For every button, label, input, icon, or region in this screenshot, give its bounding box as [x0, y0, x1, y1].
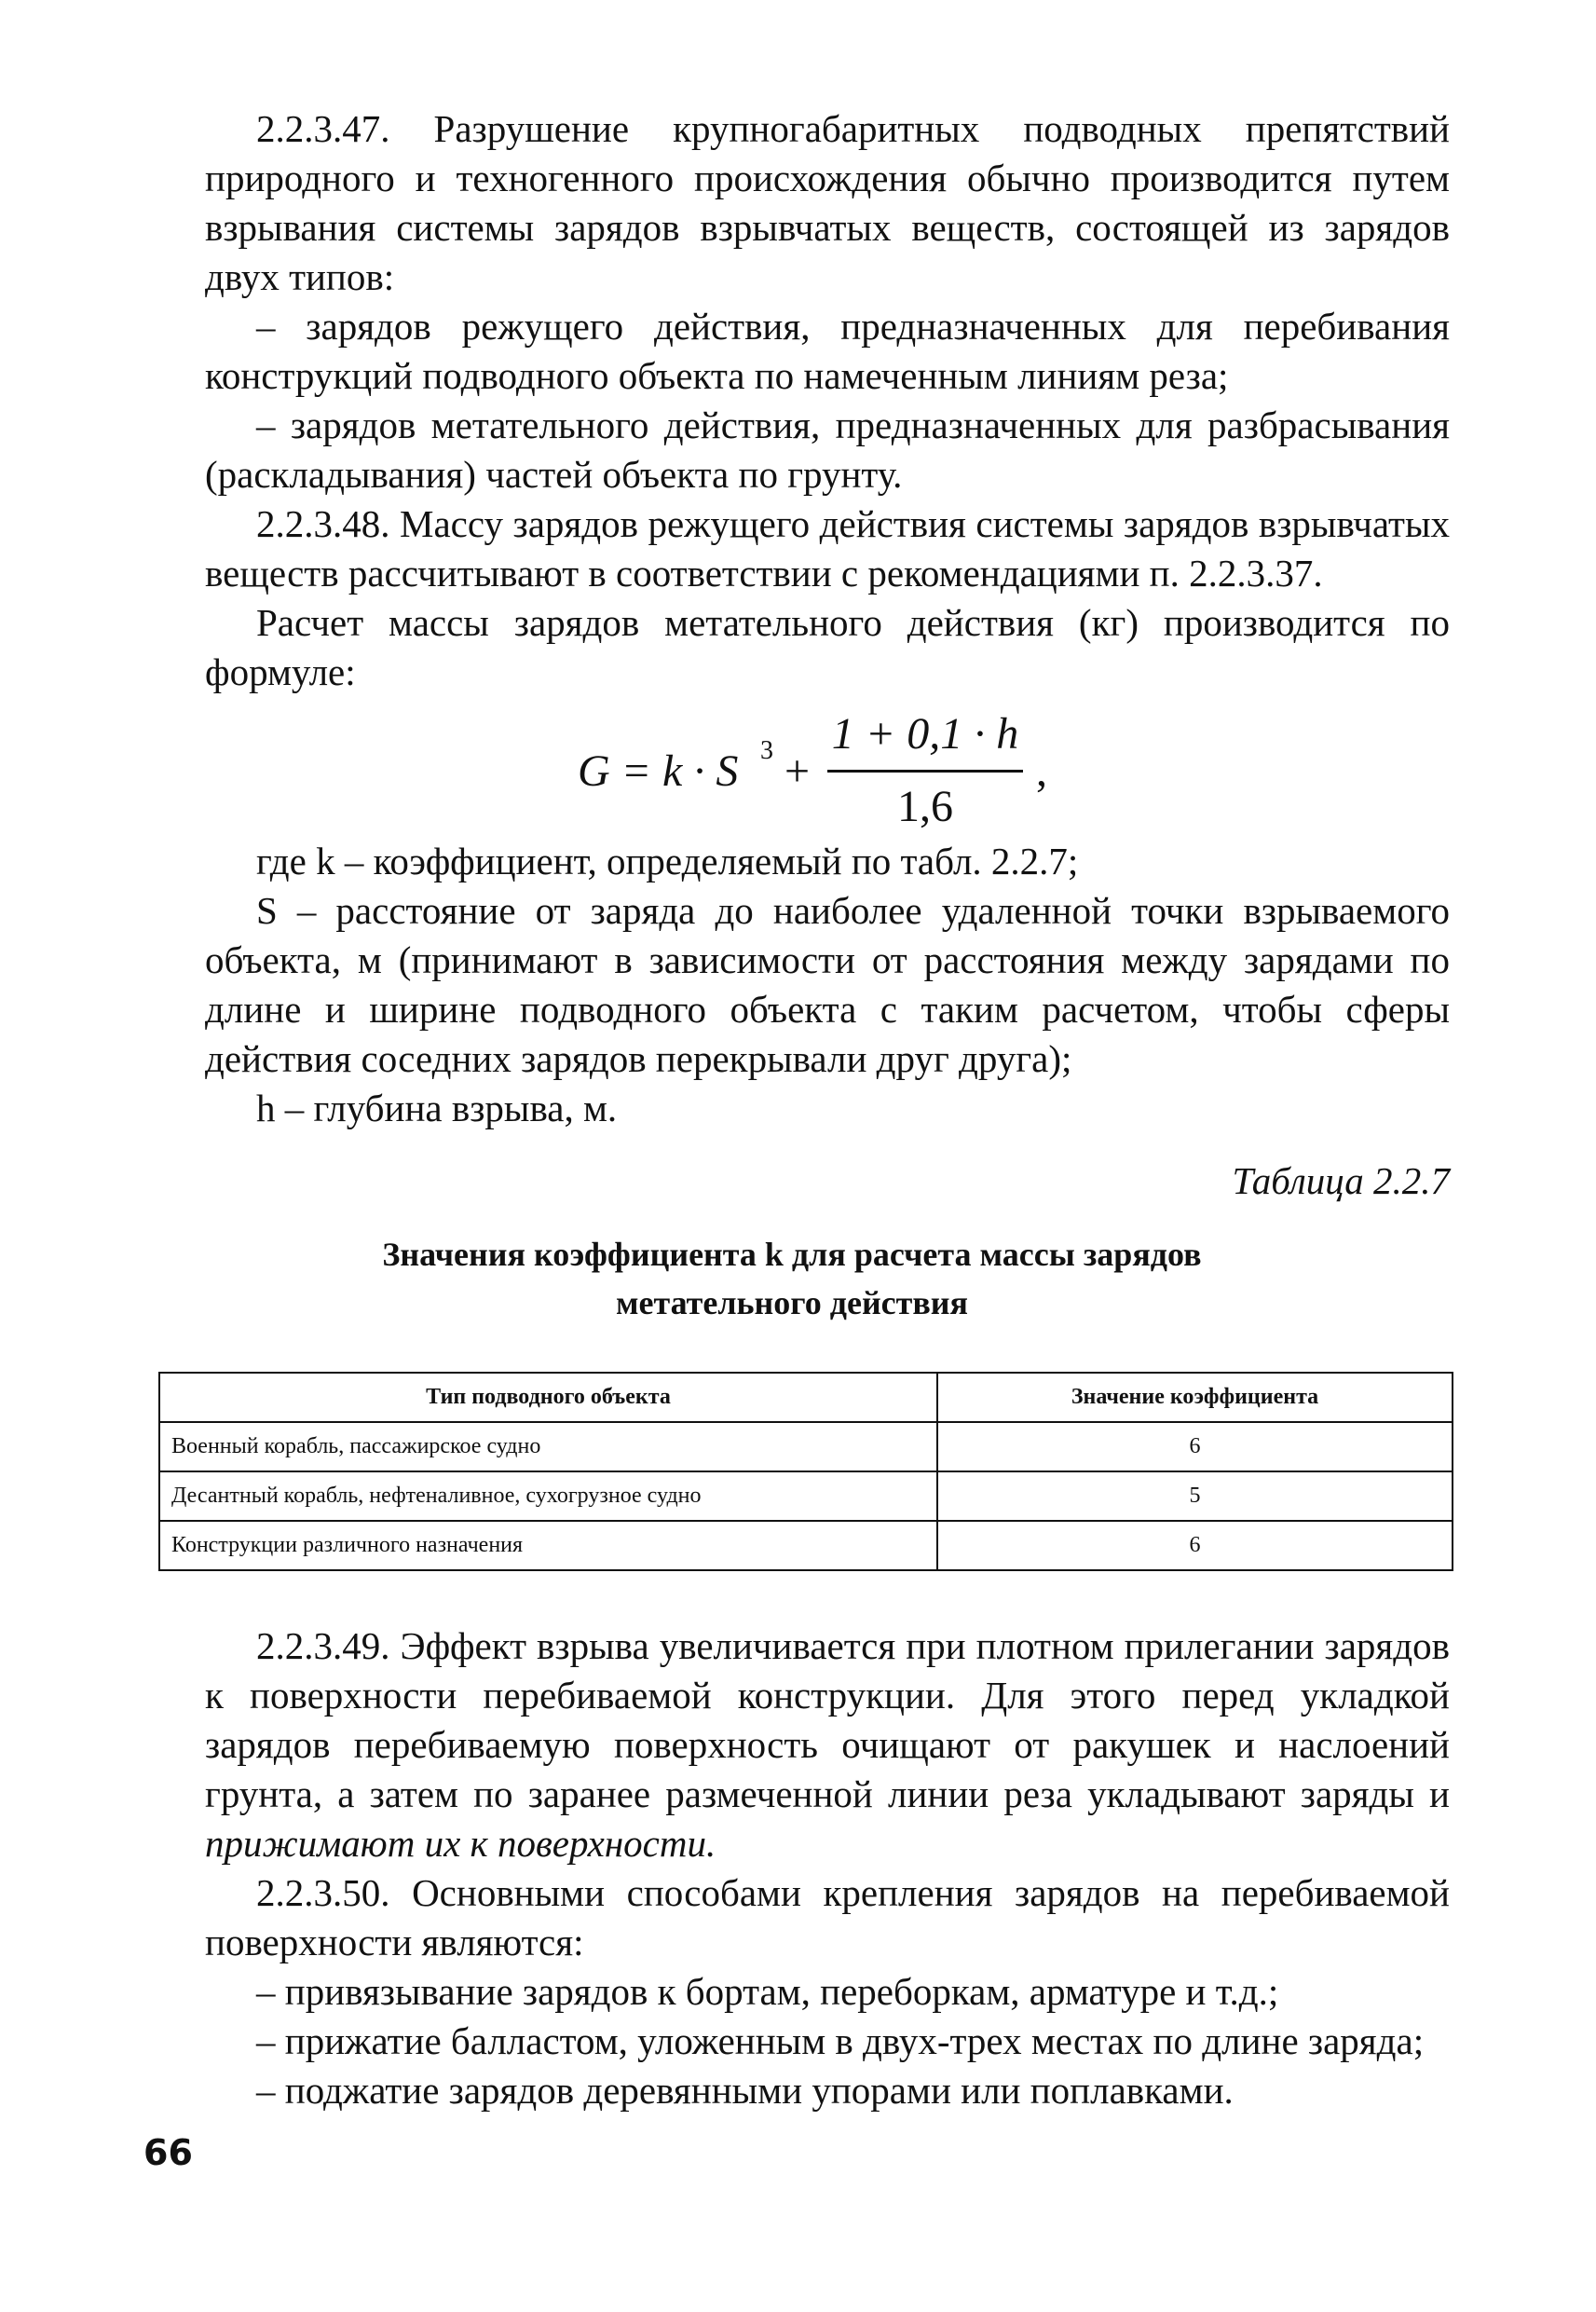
paragraph-2-2-3-47: 2.2.3.47. Разрушение крупногабаритных подводных препятствий природного и техногенного происхождения обычно производится путем взрывания системы зарядов взрывчатых веществ, состоящей из зарядов двух типов:: [205, 107, 1450, 298]
paragraph-2-2-3-49-italic: прижимают их к поверхности.: [205, 1822, 716, 1865]
where-h: h – глубина взрыва, м.: [256, 1087, 618, 1129]
where-s: S – расстояние от заряда до наиболее удаленной точки взрываемого объекта, м (принимают в зависимости от расстояния между зарядами по длине и ширине подводного объекта с таким расчетом, чтобы сферы действия соседних зарядов перекрывали друг друга);: [205, 889, 1450, 1080]
object-type-cell: Десантный корабль, нефтеналивное, сухогрузное судно: [159, 1471, 937, 1521]
formula-comma: ,: [1036, 746, 1047, 796]
header-object-type: Тип подводного объекта: [159, 1373, 937, 1422]
coefficient-cell: 6: [937, 1521, 1453, 1570]
coefficient-cell: 5: [937, 1471, 1453, 1521]
table-header-row: [159, 1373, 1453, 1422]
coefficient-cell: 6: [937, 1422, 1453, 1471]
paragraph-2-2-3-49: [205, 1621, 1450, 1868]
table-title-line-2: метательного действия: [615, 1284, 969, 1321]
paragraph-calculation-intro: Расчет массы зарядов метательного действия (кг) производится по формуле:: [205, 601, 1450, 693]
formula-lhs: G = k · S: [578, 746, 739, 796]
paragraph-2-2-3-50: 2.2.3.50. Основными способами крепления зарядов на перебиваемой поверхности являются:: [205, 1871, 1450, 1963]
formula-fraction-bar: [827, 770, 1023, 773]
table-caption: Таблица 2.2.7: [1232, 1159, 1450, 1202]
page-number: 66: [143, 2132, 193, 2173]
list-item-tying: – привязывание зарядов к бортам, переборкам, арматуре и т.д.;: [256, 1970, 1279, 2013]
formula-plus: +: [784, 746, 811, 796]
paragraph-2-2-3-49-text: 2.2.3.49. Эффект взрыва увеличивается при плотном прилегании зарядов к поверхности перебиваемой конструкции. Для этого перед укладкой зарядов перебиваемую поверхность очищают от ракушек и наслоений грунта, а затем по заранее размеченной линии реза укладывают заряды и: [205, 1624, 1450, 1815]
header-coefficient: Значение коэффициента: [937, 1373, 1453, 1422]
table-row: [159, 1521, 1453, 1570]
paragraph-2-2-3-48: 2.2.3.48. Массу зарядов режущего действия системы зарядов взрывчатых веществ рассчитывают в соответствии с рекомендациями п. 2.2.3.37.: [205, 502, 1450, 595]
object-type-cell: Конструкции различного назначения: [159, 1521, 937, 1570]
mass-formula: [578, 708, 1047, 839]
list-item-cutting-charges: – зарядов режущего действия, предназначенных для перебивания конструкций подводного объекта по намеченным линиям реза;: [205, 305, 1450, 397]
table-row: [159, 1422, 1453, 1471]
formula-denominator: 1,6: [897, 782, 953, 831]
list-item-ballast: – прижатие балластом, уложенным в двух-трех местах по длине заряда;: [256, 2019, 1425, 2062]
list-item-throwing-charges: – зарядов метательного действия, предназначенных для разбрасывания (раскладывания) частей объекта по грунту.: [205, 404, 1450, 496]
object-type-cell: Военный корабль, пассажирское судно: [159, 1422, 937, 1471]
table-title-line-1: Значения коэффициента k для расчета массы зарядов: [382, 1236, 1202, 1273]
list-item-wooden-stops: – поджатие зарядов деревянными упорами или поплавками.: [256, 2069, 1234, 2112]
coefficient-table: [158, 1372, 1453, 1571]
formula-numerator: 1 + 0,1 · h: [831, 709, 1019, 759]
table-row: [159, 1471, 1453, 1521]
where-k: где k – коэффициент, определяемый по табл. 2.2.7;: [256, 840, 1079, 882]
formula-exponent: 3: [760, 736, 773, 765]
